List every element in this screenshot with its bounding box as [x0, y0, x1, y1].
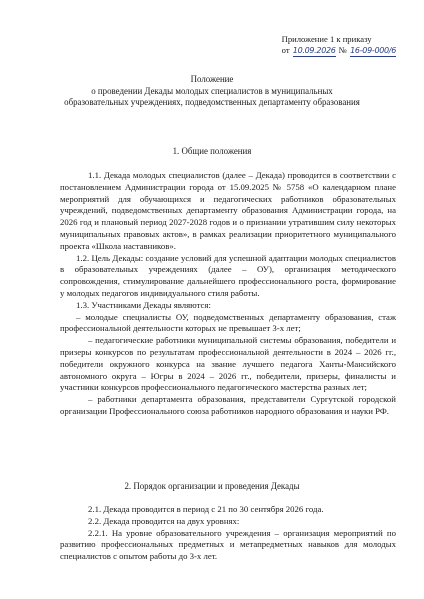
participant-item-teachers: – педагогические работники муниципальной системы образования, победители и призеры конкурсов по результатам профессиональной деятельности в 2024 – 2026 гг., победители окружного конкурса на звание лучшего педагога Ханты-Мансийского автономного округа – Югры в 2024 – 2026 гг., победители, призеры, финалисты и участники конкурсов профессионального педагогического мастерства разных лет;	[60, 335, 396, 393]
paragraph-1-2: 1.2. Цель Декады: создание условий для успешной адаптации молодых специалистов в образовательных учреждениях (далее – ОУ), организация методического сопровождения, стимулирование дальнейшего профессионального роста, формирование у молодых педагогов индивидуального стиля работы.	[60, 252, 396, 298]
section-2-heading: 2. Порядок организации и проведения Декады	[124, 481, 300, 491]
section-2-body	[60, 504, 396, 563]
handwritten-date: 10.09.2026	[293, 45, 336, 57]
handwritten-order-number: 16-09-000/6	[350, 45, 396, 57]
title-line-2: образовательных учреждениях, подведомственных департаменту образования	[64, 97, 360, 108]
paragraph-1-1: 1.1. Декада молодых специалистов (далее – Декада) проводится в соответствии с постановлением Администрации города от 15.09.2025 № 5758 «О календарном плане мероприятий для обучающихся и педагогических работников образовательных учреждений, подведомственных департаменту образования Администрации города, на 2026 год и плановый период 2027-2028 годов и о признании утратившим силу некоторых муниципальных правовых актов», в рамках реализации приоритетного муниципального проекта «Школа наставников».	[60, 170, 396, 251]
paragraph-2-1: 2.1. Декада проводится в период с 21 по 30 сентября 2026 года.	[88, 504, 324, 514]
paragraph-2-2-1: 2.2.1. На уровне образовательного учреждения – организация мероприятий по развитию профессиональных предметных и метапредметных навыков для молодых специалистов с опытом работы до 3-х лет.	[60, 527, 396, 562]
title-line-1: о проведении Декады молодых специалистов в муниципальных	[91, 85, 333, 96]
annex-order-line	[282, 45, 396, 57]
paragraph-2-2: 2.2. Декада проводится на двух уровнях:	[88, 515, 240, 526]
paragraph-1-3: 1.3. Участниками Декады являются:	[76, 299, 211, 310]
participant-item-department-staff: – работники департамента образования, представители Сургутской городской организации Профессионального союза работников народного образования и науки РФ.	[60, 394, 396, 416]
document-title	[40, 74, 384, 109]
section-1-body	[60, 170, 396, 418]
annex-number-sign: №	[338, 45, 347, 56]
annex-label: Приложение 1 к приказу	[281, 34, 372, 44]
participant-item-young-specialists: – молодые специалисты ОУ, подведомственных департаменту образования, стаж профессиональной деятельности которых не превышает 3-х лет;	[60, 311, 396, 334]
annex-reference	[282, 34, 396, 57]
section-1-heading: 1. Общие положения	[172, 146, 252, 156]
annex-from: от	[281, 45, 290, 56]
title-word: Положение	[190, 74, 234, 84]
